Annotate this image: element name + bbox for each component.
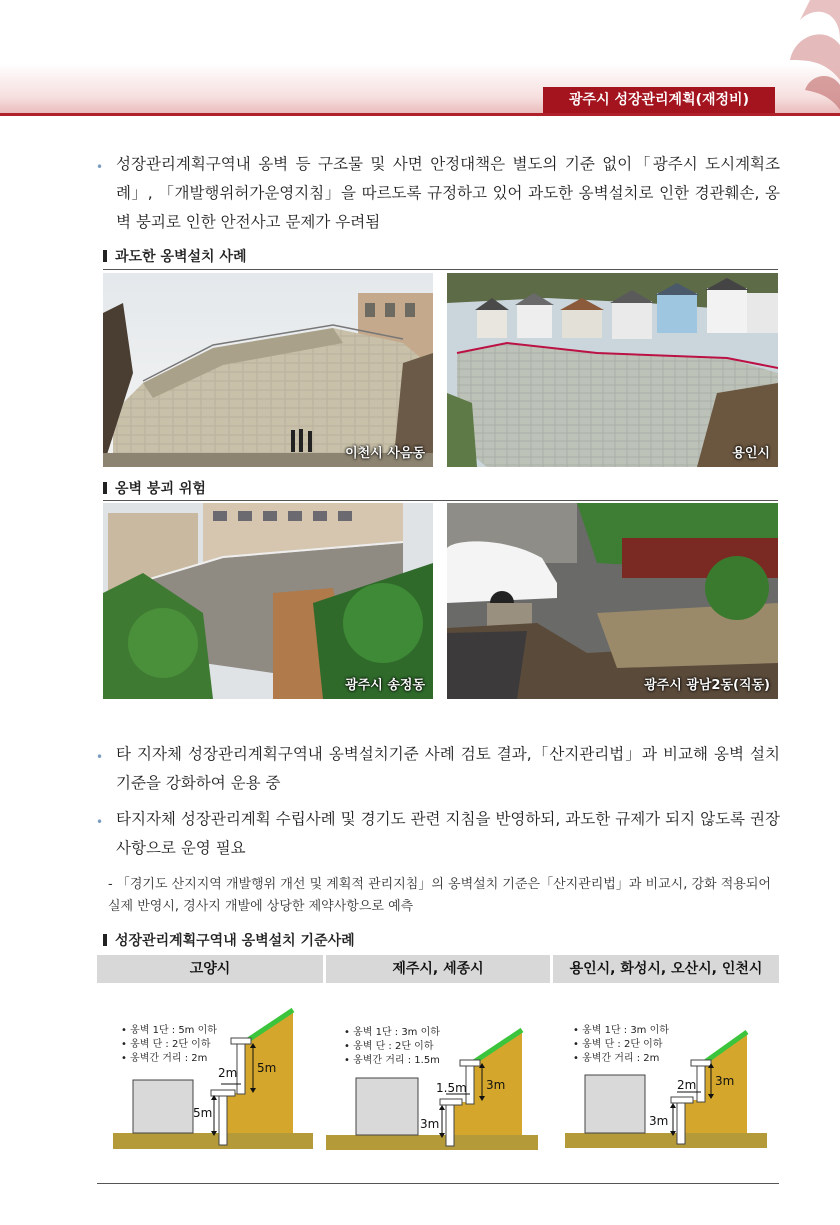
bullet-icon: • [96,815,104,829]
dimension-label: 5m [257,1061,277,1075]
bottom-rule [97,1183,779,1184]
diagram-note: • 옹벽간 거리 : 2m [121,1053,208,1064]
dimension-label: 2m [218,1066,238,1080]
column-header-yongin: 용인시, 화성시, 오산시, 인천시 [553,955,779,983]
bullet-icon: • [96,750,104,764]
collapse-photo-icon [103,503,433,699]
retaining-wall-diagram-icon [553,990,779,1160]
retaining-wall-photo-icon [447,273,778,467]
paragraph-comparison [96,740,780,798]
photo-caption: 광주시 송정동 [345,678,425,693]
photo-songjeong [103,503,433,699]
diagram-note: • 옹벽 1단 : 5m 이하 [121,1025,217,1036]
section-label-text: 성장관리계획구역내 옹벽설치 기준사례 [115,933,355,949]
photo-caption: 용인시 [732,446,770,461]
column-header-jeju: 제주시, 세종시 [326,955,550,983]
diagram-note: • 옹벽 1단 : 3m 이하 [344,1027,440,1038]
intro-paragraph [96,150,780,237]
dimension-label: 1.5m [436,1081,467,1095]
section-label-standards [103,930,355,950]
paragraph-text: 타지자체 성장관리계획 수립사례 및 경기도 관련 지침을 반영하되, 과도한 규제가 되지 않도록 권장사항으로 운영 필요 [116,810,780,857]
section-label-excessive [103,246,246,266]
square-bullet-icon [103,250,107,262]
photo-yongin [447,273,778,467]
photo-icheon [103,273,433,467]
retaining-wall-diagram-goyang [97,990,323,1160]
paragraph-recommendation [96,805,780,863]
diagram-note: • 옹벽 단 : 2단 이하 [573,1039,663,1050]
diagram-note: • 옹벽간 거리 : 2m [573,1053,660,1064]
column-header-goyang: 고양시 [97,955,323,983]
photo-caption: 광주시 광남2동(직동) [644,678,770,693]
square-bullet-icon [103,934,107,946]
retaining-wall-diagram-yongin [553,990,779,1160]
paragraph-text: 타 지자체 성장관리계획구역내 옹벽설치기준 사례 검토 결과,「산지관리법」과 비교해 옹벽 설치 기준을 강화하여 운용 중 [116,745,780,792]
section-label-text: 옹벽 붕괴 위험 [115,481,206,497]
intro-text: 성장관리계획구역내 옹벽 등 구조물 및 사면 안정대책은 별도의 기준 없이「광주시 도시계획조례」, 「개발행위허가운영지침」을 따르도록 규정하고 있어 과도한 옹벽설치로 인한 경관훼손, 옹벽 붕괴로 인한 안전사고 문제가 우려됨 [116,155,780,231]
section-rule [103,269,778,270]
page-header [0,0,840,115]
dimension-label: 3m [715,1074,735,1088]
header-rule [0,113,840,116]
emblem-icon [770,0,840,115]
diagram-note: • 옹벽간 거리 : 1.5m [344,1055,440,1066]
photo-caption: 이천시 사음동 [345,446,425,461]
section-label-text: 과도한 옹벽설치 사례 [115,249,247,265]
dimension-label: 5m [193,1106,213,1120]
collapse-photo-icon [447,503,778,699]
diagram-note: • 옹벽 단 : 2단 이하 [121,1039,211,1050]
dimension-label: 3m [420,1117,440,1131]
diagram-note: • 옹벽 단 : 2단 이하 [344,1041,434,1052]
retaining-wall-photo-icon [103,273,433,467]
sub-note: - 「경기도 산지지역 개발행위 개선 및 계획적 관리지침」의 옹벽설치 기준은「산지관리법」과 비교시, 강화 적용되어 실제 반영시, 경사지 개발에 상당한 제약사항으로 예측 [108,877,771,914]
retaining-wall-diagram-jeju [326,990,550,1160]
dimension-label: 3m [486,1078,506,1092]
section-label-collapse [103,478,206,498]
retaining-wall-diagram-icon [97,990,323,1160]
dimension-label: 2m [677,1078,697,1092]
header-title: 광주시 성장관리계획(재정비) [543,87,775,113]
square-bullet-icon [103,482,107,494]
bullet-icon: • [96,160,104,174]
retaining-wall-diagram-icon [326,990,550,1160]
diagram-note: • 옹벽 1단 : 3m 이하 [573,1025,669,1036]
dimension-label: 3m [649,1114,669,1128]
section-rule [103,500,778,501]
photo-gwangnam [447,503,778,699]
